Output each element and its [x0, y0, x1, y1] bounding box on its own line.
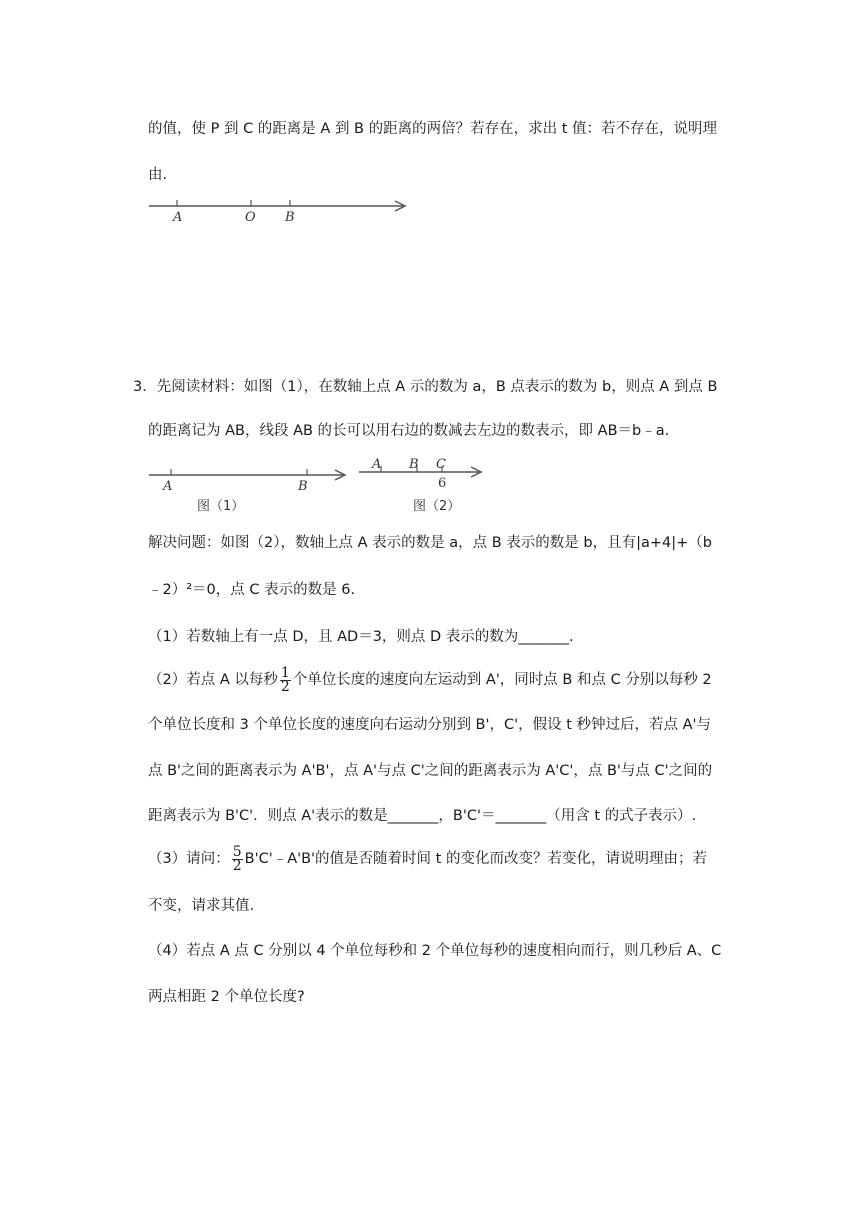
text-line: 的距离记为 AB，线段 AB 的长可以用右边的数减去左边的数表示，即 AB＝b﹣a.	[148, 423, 670, 439]
point-label: C	[436, 457, 446, 472]
fraction	[280, 664, 291, 695]
text-fragment: 个单位长度的速度向左运动到 A'，同时点 B 和点 C 分别以每秒 2	[292, 672, 712, 688]
point-label: O	[245, 210, 256, 225]
number-line-figure	[145, 195, 415, 227]
figure-caption: 图（2）	[413, 499, 461, 514]
text-line: 个单位长度和 3 个单位长度的速度向右运动分别到 B'，C'，假设 t 秒钟过后，若点 A'与	[148, 717, 712, 733]
text-line: ﹣2）²＝0，点 C 表示的数是 6.	[148, 582, 356, 598]
sub-question-3	[148, 841, 707, 877]
text-fragment: B'C'﹣A'B'的值是否随着时间 t 的变化而改变？若变化，请说明理由；若	[244, 851, 707, 867]
figure-1	[145, 462, 355, 522]
text-line: 不变，请求其值.	[148, 898, 255, 914]
text-line: 的值，使 P 到 C 的距离是 A 到 B 的距离的两倍？若存在，求出 t 值：若不存在，说明理	[148, 121, 718, 137]
text-line: 距离表示为 B'C'．则点 A'表示的数是_______，B'C'＝_______（用含 t 的式子表示）.	[148, 808, 697, 824]
text-line: 解决问题：如图（2），数轴上点 A 表示的数是 a，点 B 表示的数是 b，且有|a+4|+（b	[148, 535, 712, 551]
fraction	[232, 843, 243, 874]
sub-question-2	[148, 662, 712, 698]
text-line: 两点相距 2 个单位长度?	[148, 989, 305, 1005]
sub-question-4: （4）若点 A 点 C 分别以 4 个单位每秒和 2 个单位每秒的速度相向而行，则几秒后 A、C	[148, 943, 722, 959]
fraction-numerator: 5	[232, 843, 242, 860]
fraction-denominator: 2	[232, 857, 242, 874]
text-fragment: （2）若点 A 以每秒	[148, 672, 278, 688]
fraction-numerator: 1	[280, 664, 290, 681]
tick-value: 6	[438, 476, 447, 491]
point-label: A	[163, 479, 173, 494]
text-line: 点 B'之间的距离表示为 A'B'，点 A'与点 C'之间的距离表示为 A'C'，点 B'与点 C'之间的	[148, 763, 713, 779]
figure-2	[355, 455, 490, 522]
text-fragment: （3）请问：	[148, 851, 230, 867]
figure-caption: 图（1）	[197, 499, 245, 514]
text-line: 由.	[148, 167, 168, 183]
point-label: B	[409, 457, 419, 472]
point-label: B	[285, 210, 295, 225]
point-label: A	[372, 457, 382, 472]
fraction-denominator: 2	[280, 678, 290, 695]
point-label: B	[298, 479, 308, 494]
sub-question-1: （1）若数轴上有一点 D，且 AD＝3，则点 D 表示的数为_______.	[148, 629, 574, 645]
point-label: A	[173, 210, 183, 225]
question-header: 3．先阅读材料：如图（1），在数轴上点 A 示的数为 a，B 点表示的数为 b，则点 A 到点 B	[133, 379, 718, 395]
